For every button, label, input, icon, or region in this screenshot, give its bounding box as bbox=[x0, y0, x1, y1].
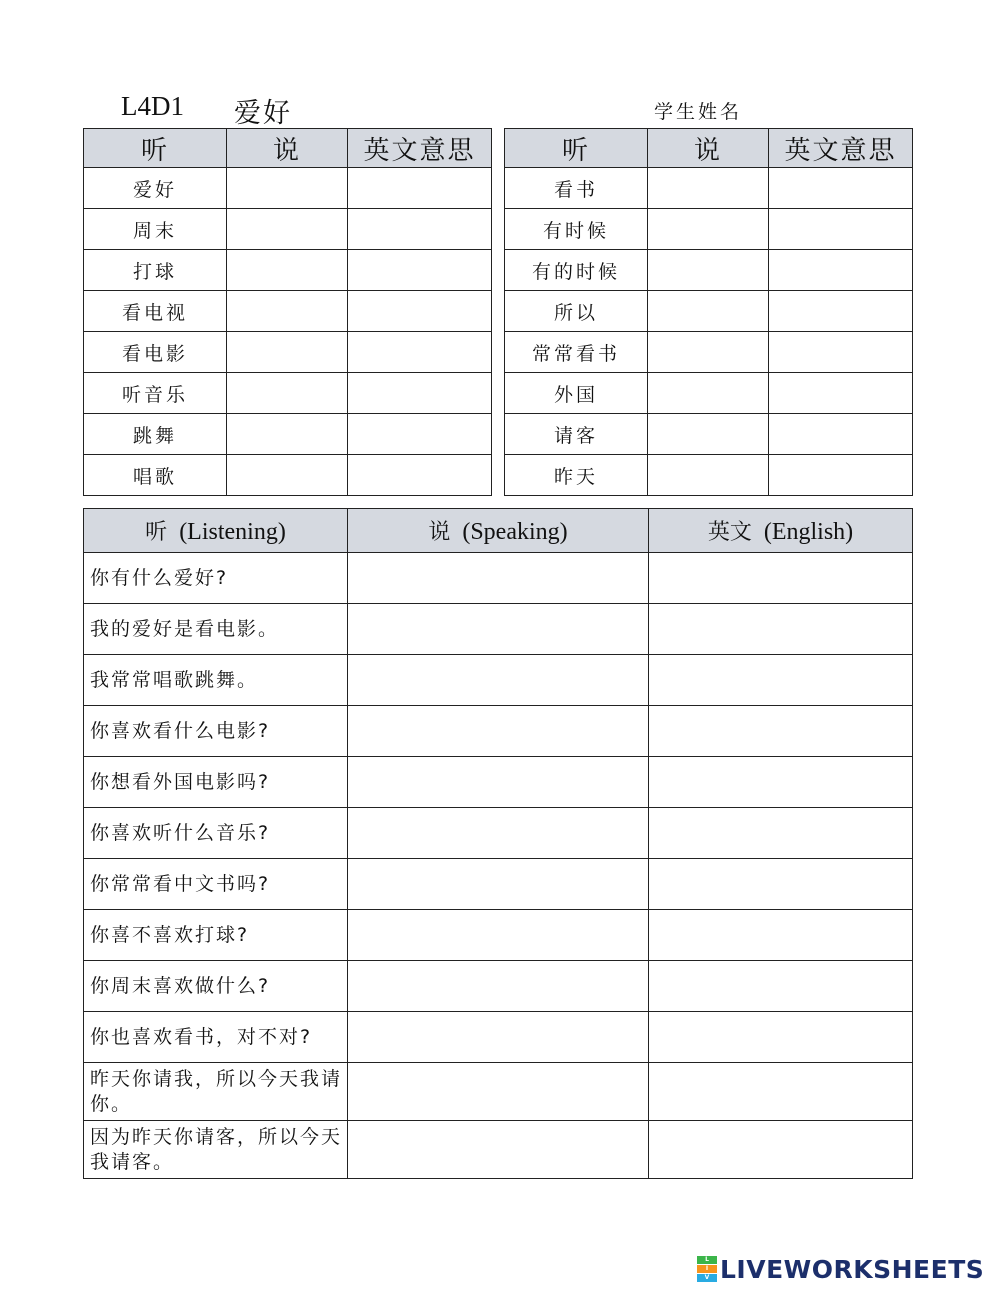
english-input[interactable] bbox=[649, 910, 913, 961]
english-meaning-input[interactable] bbox=[348, 332, 492, 373]
speaking-cell[interactable] bbox=[348, 1012, 649, 1063]
header-listening bbox=[84, 509, 348, 553]
english-input[interactable] bbox=[649, 604, 913, 655]
logo-mark-letter-v: V bbox=[697, 1274, 717, 1282]
english-meaning-input[interactable] bbox=[769, 373, 913, 414]
speak-cell[interactable] bbox=[227, 332, 348, 373]
english-meaning-input[interactable] bbox=[348, 250, 492, 291]
vocab-word: 看电影 bbox=[84, 332, 227, 373]
speak-cell[interactable] bbox=[648, 414, 769, 455]
logo-mark-icon bbox=[697, 1256, 717, 1282]
speaking-cell[interactable] bbox=[348, 859, 649, 910]
vocab-word: 昨天 bbox=[505, 455, 648, 496]
vocab-word: 有时候 bbox=[505, 209, 648, 250]
english-meaning-input[interactable] bbox=[769, 250, 913, 291]
header-english-meaning: 英文意思 bbox=[348, 129, 492, 168]
english-meaning-input[interactable] bbox=[348, 168, 492, 209]
english-input[interactable] bbox=[649, 1121, 913, 1179]
speaking-cell[interactable] bbox=[348, 1063, 649, 1121]
speak-cell[interactable] bbox=[648, 250, 769, 291]
speak-cell[interactable] bbox=[227, 455, 348, 496]
header-english-zh: 英文 bbox=[707, 520, 752, 545]
vocab-word: 听音乐 bbox=[84, 373, 227, 414]
sentence-prompt: 你喜欢听什么音乐? bbox=[84, 808, 348, 859]
english-input[interactable] bbox=[649, 655, 913, 706]
header-speaking-zh: 说 bbox=[428, 520, 451, 545]
english-meaning-input[interactable] bbox=[769, 209, 913, 250]
student-name-label: 学生姓名 bbox=[654, 101, 743, 123]
speaking-cell[interactable] bbox=[348, 961, 649, 1012]
sentence-prompt: 你周末喜欢做什么? bbox=[84, 961, 348, 1012]
speaking-cell[interactable] bbox=[348, 655, 649, 706]
speaking-cell[interactable] bbox=[348, 553, 649, 604]
english-input[interactable] bbox=[649, 1063, 913, 1121]
lesson-code: L4D1 bbox=[121, 91, 184, 121]
speak-cell[interactable] bbox=[227, 373, 348, 414]
english-meaning-input[interactable] bbox=[769, 414, 913, 455]
speak-cell[interactable] bbox=[227, 414, 348, 455]
vocab-word: 有的时候 bbox=[505, 250, 648, 291]
liveworksheets-logo[interactable] bbox=[697, 1253, 984, 1285]
english-meaning-input[interactable] bbox=[769, 168, 913, 209]
english-input[interactable] bbox=[649, 1012, 913, 1063]
english-meaning-input[interactable] bbox=[348, 209, 492, 250]
sentence-prompt: 你想看外国电影吗? bbox=[84, 757, 348, 808]
speak-cell[interactable] bbox=[227, 250, 348, 291]
vocab-word: 所以 bbox=[505, 291, 648, 332]
speak-cell[interactable] bbox=[648, 373, 769, 414]
lesson-title: 爱好 bbox=[234, 98, 292, 129]
speak-cell[interactable] bbox=[648, 209, 769, 250]
vocab-table-right bbox=[504, 128, 913, 496]
sentence-prompt: 你有什么爱好? bbox=[84, 553, 348, 604]
header-english-meaning: 英文意思 bbox=[769, 129, 913, 168]
vocab-word: 唱歌 bbox=[84, 455, 227, 496]
english-input[interactable] bbox=[649, 808, 913, 859]
english-input[interactable] bbox=[649, 961, 913, 1012]
speaking-cell[interactable] bbox=[348, 706, 649, 757]
sentence-prompt: 因为昨天你请客，所以今天我请客。 bbox=[84, 1121, 348, 1179]
sentence-prompt: 昨天你请我，所以今天我请你。 bbox=[84, 1063, 348, 1121]
english-input[interactable] bbox=[649, 706, 913, 757]
speak-cell[interactable] bbox=[227, 168, 348, 209]
speaking-cell[interactable] bbox=[348, 910, 649, 961]
header-listen: 听 bbox=[84, 129, 227, 168]
logo-text: LIVEWORKSHEETS bbox=[720, 1254, 985, 1284]
sentence-prompt: 你常常看中文书吗? bbox=[84, 859, 348, 910]
logo-mark-letter-l: L bbox=[697, 1256, 717, 1264]
english-meaning-input[interactable] bbox=[769, 455, 913, 496]
vocab-word: 看电视 bbox=[84, 291, 227, 332]
english-meaning-input[interactable] bbox=[348, 291, 492, 332]
vocab-word: 打球 bbox=[84, 250, 227, 291]
vocab-table-left bbox=[83, 128, 492, 496]
speak-cell[interactable] bbox=[227, 291, 348, 332]
logo-mark-letter-i: I bbox=[697, 1265, 717, 1273]
header-speaking bbox=[348, 509, 649, 553]
header-speak: 说 bbox=[227, 129, 348, 168]
header-speak: 说 bbox=[648, 129, 769, 168]
english-input[interactable] bbox=[649, 553, 913, 604]
sentence-prompt: 你也喜欢看书，对不对? bbox=[84, 1012, 348, 1063]
header-english bbox=[649, 509, 913, 553]
english-meaning-input[interactable] bbox=[769, 291, 913, 332]
vocab-word: 常常看书 bbox=[505, 332, 648, 373]
sentence-prompt: 我常常唱歌跳舞。 bbox=[84, 655, 348, 706]
speak-cell[interactable] bbox=[648, 455, 769, 496]
speak-cell[interactable] bbox=[648, 168, 769, 209]
speak-cell[interactable] bbox=[648, 291, 769, 332]
english-meaning-input[interactable] bbox=[348, 373, 492, 414]
english-input[interactable] bbox=[649, 859, 913, 910]
header-listening-zh: 听 bbox=[145, 520, 168, 545]
vocab-word: 看书 bbox=[505, 168, 648, 209]
header-speaking-en: (Speaking) bbox=[462, 519, 568, 545]
header-english-en: (English) bbox=[763, 519, 854, 545]
sentences-table bbox=[83, 508, 913, 1179]
speaking-cell[interactable] bbox=[348, 808, 649, 859]
header-listen: 听 bbox=[505, 129, 648, 168]
speaking-cell[interactable] bbox=[348, 1121, 649, 1179]
english-meaning-input[interactable] bbox=[348, 414, 492, 455]
vocab-word: 外国 bbox=[505, 373, 648, 414]
sentence-prompt: 你喜欢看什么电影? bbox=[84, 706, 348, 757]
speaking-cell[interactable] bbox=[348, 604, 649, 655]
vocab-word: 爱好 bbox=[84, 168, 227, 209]
speak-cell[interactable] bbox=[648, 332, 769, 373]
speak-cell[interactable] bbox=[227, 209, 348, 250]
sentence-prompt: 我的爱好是看电影。 bbox=[84, 604, 348, 655]
header-listening-en: (Listening) bbox=[179, 519, 286, 545]
vocab-word: 周末 bbox=[84, 209, 227, 250]
english-meaning-input[interactable] bbox=[769, 332, 913, 373]
speaking-cell[interactable] bbox=[348, 757, 649, 808]
english-input[interactable] bbox=[649, 757, 913, 808]
sentence-prompt: 你喜不喜欢打球? bbox=[84, 910, 348, 961]
english-meaning-input[interactable] bbox=[348, 455, 492, 496]
vocab-word: 跳舞 bbox=[84, 414, 227, 455]
vocab-word: 请客 bbox=[505, 414, 648, 455]
